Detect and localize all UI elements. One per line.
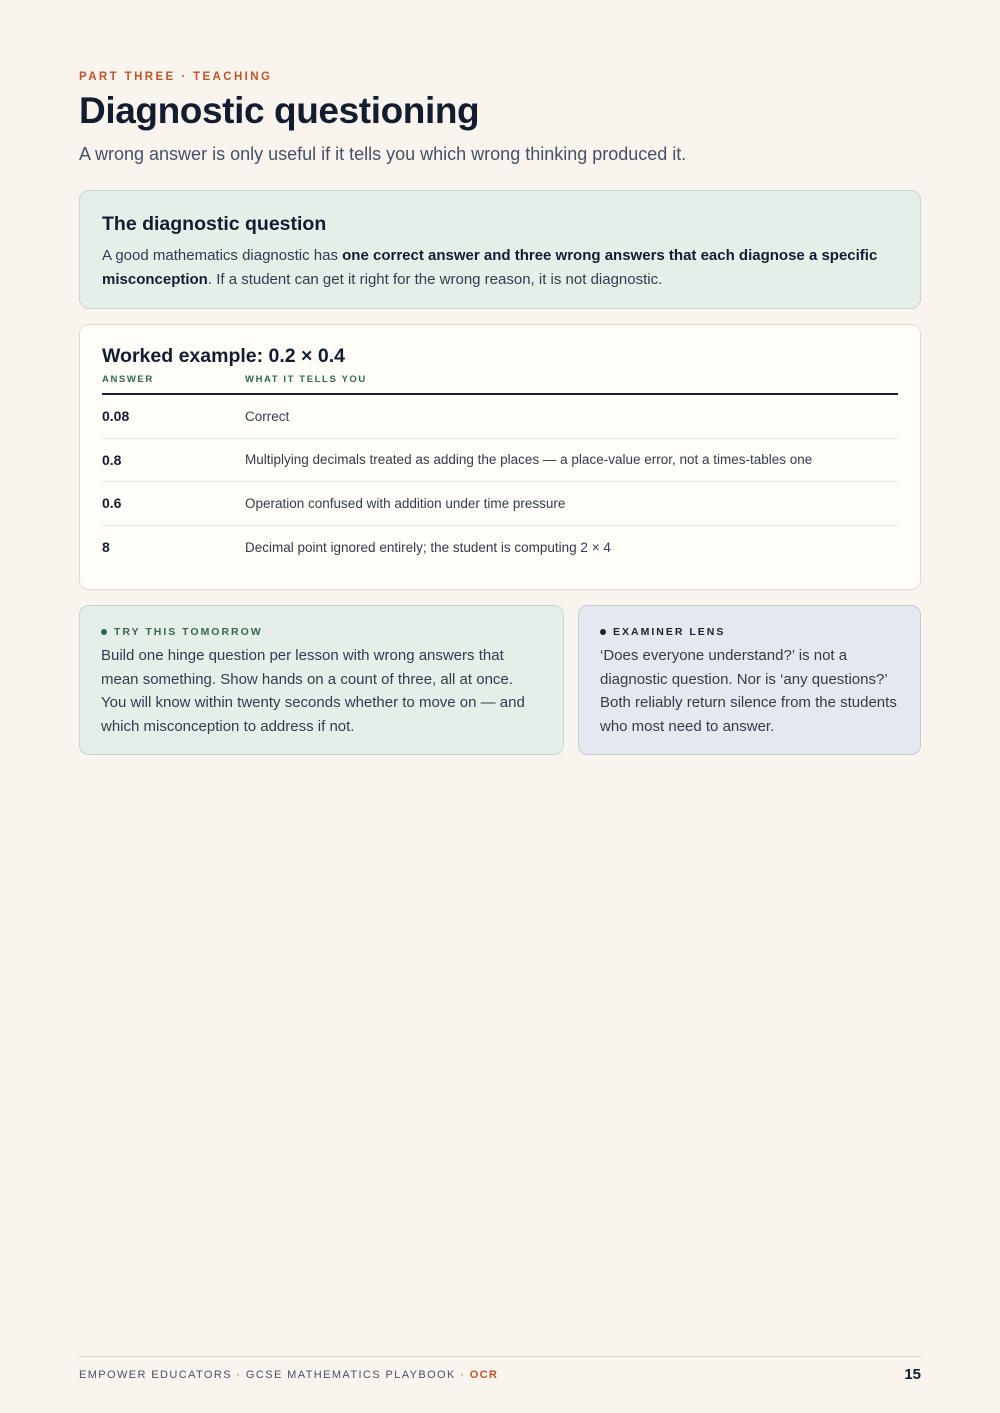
meaning-cell: Multiplying decimals treated as adding the places — a place-value error, not a times-tables one [245, 452, 813, 468]
table-row [102, 526, 898, 570]
page-footer [79, 1366, 921, 1383]
try-tag-label: TRY THIS TOMORROW [114, 626, 263, 638]
try-this-tomorrow-card [79, 605, 564, 755]
section-eyebrow: PART THREE · TEACHING [79, 71, 273, 83]
answer-cell: 0.08 [102, 408, 130, 425]
try-card-text: Build one hinge question per lesson with wrong answers that mean something. Show hands on a count of three, all at once. You will know within twenty seconds whether to move on — and which misconception to address if not. [101, 647, 525, 735]
page-number: 15 [904, 1366, 921, 1383]
meaning-cell: Decimal point ignored entirely; the student is computing 2 × 4 [245, 539, 611, 555]
try-tag [101, 626, 542, 638]
footer-board: OCR [469, 1368, 499, 1381]
meaning-cell: Correct [245, 408, 290, 424]
examiner-card-text: ‘Does everyone understand?’ is not a diagnostic question. Nor is ‘any questions?’ Both reliably return silence from the students who most need to answer. [600, 647, 897, 735]
diagnostic-card-text [102, 244, 898, 292]
footer-divider [79, 1356, 921, 1357]
answer-cell: 0.6 [102, 495, 122, 512]
diagnostic-card-heading: The diagnostic question [102, 213, 327, 235]
answers-table [102, 374, 898, 569]
table-row [102, 439, 898, 483]
examiner-tag [600, 626, 899, 638]
answer-cell: 0.8 [102, 451, 122, 468]
page-subtitle: A wrong answer is only useful if it tells you which wrong thinking produced it. [79, 144, 687, 164]
page-title: Diagnostic questioning [79, 90, 480, 131]
bullet-dot-icon [101, 629, 107, 635]
examiner-lens-card [578, 605, 921, 755]
column-header-answer: ANSWER [102, 374, 154, 385]
meaning-cell: Operation confused with addition under time pressure [245, 495, 566, 511]
footer-left-text: EMPOWER EDUCATORS · GCSE MATHEMATICS PLAYBOOK · [79, 1368, 470, 1381]
table-row [102, 482, 898, 526]
table-header [102, 374, 898, 395]
diagnostic-question-card [79, 190, 921, 309]
table-row [102, 395, 898, 439]
diagnostic-text-bold: one correct answer and three wrong answers that each diagnose a specific misconception [102, 247, 878, 288]
diagnostic-text-after: . If a student can get it right for the wrong reason, it is not diagnostic. [207, 271, 663, 288]
diagnostic-text-before: A good mathematics diagnostic has [102, 247, 343, 264]
examiner-tag-label: EXAMINER LENS [613, 626, 726, 638]
answer-cell: 8 [102, 539, 110, 556]
worked-example-card [79, 324, 921, 590]
footer-publication [79, 1369, 498, 1381]
column-header-meaning: WHAT IT TELLS YOU [245, 374, 367, 385]
worked-example-heading: Worked example: 0.2 × 0.4 [102, 345, 345, 367]
bullet-dot-icon [600, 629, 606, 635]
